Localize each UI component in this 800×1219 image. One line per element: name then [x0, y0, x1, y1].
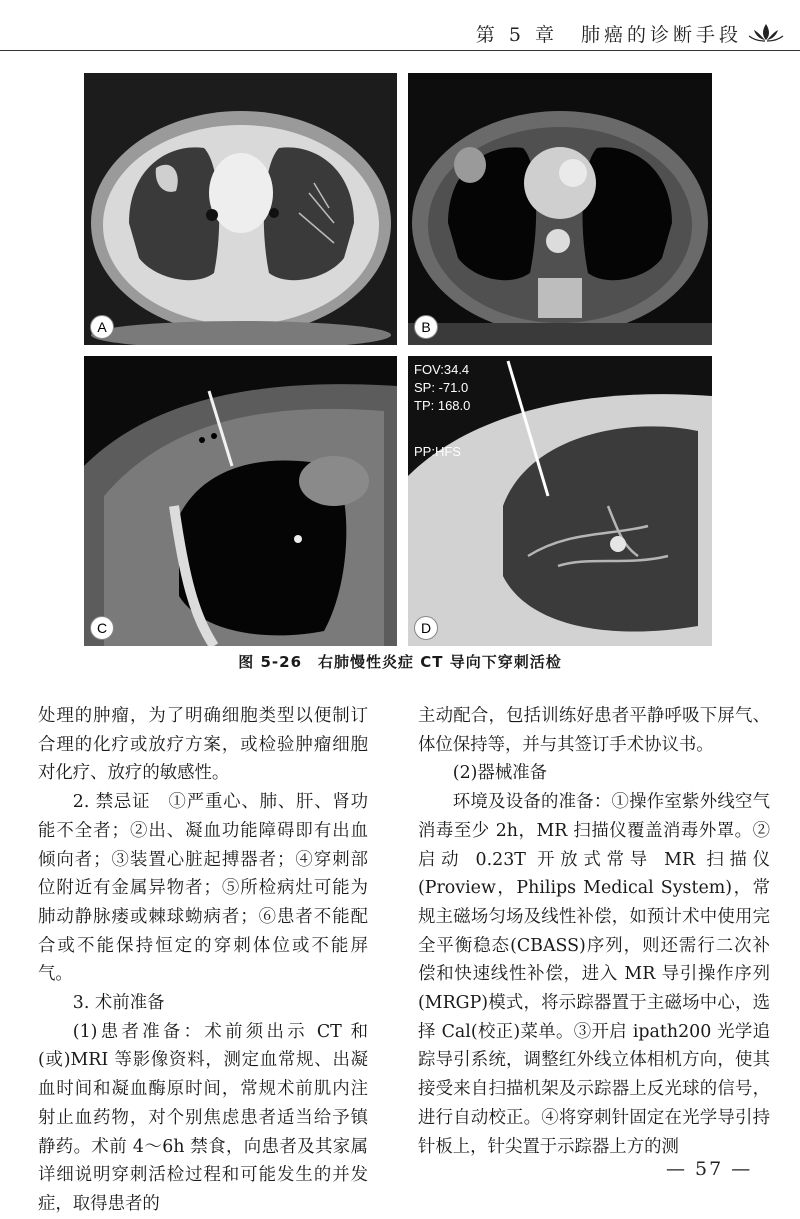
section-heading: (2)器械准备 [452, 763, 547, 784]
panel-label-a: A [90, 315, 114, 339]
page-number: — 57 — [666, 1158, 753, 1180]
ct-image-d [408, 356, 712, 646]
section-heading: 3. 术前准备 [72, 993, 165, 1014]
paragraph: 处理的肿瘤，为了明确细胞类型以便制订合理的化疗或放疗方案，或检验肿瘤细胞对化疗、放疗的敏感性。 [38, 706, 368, 784]
paragraph: (1)患者准备：术前须出示 CT 和(或)MRI 等影像资料，测定血常规、出凝血时间和凝血酶原时间，常规术前肌内注射止血药物，对个别焦虑患者适当给予镇静药。术前 4～6h 禁食，向患者及其家属详细说明穿刺活检过程和可能发生的并发症，取得患者的 [38, 1021, 368, 1214]
chapter-title: 肺癌的诊断手段 [580, 24, 742, 46]
overlay-pp: PP:HFS [414, 444, 461, 459]
left-column [38, 702, 368, 1219]
ct-image-a [84, 73, 397, 345]
paragraph: 主动配合，包括训练好患者平静呼吸下屏气、体位保持等，并与其签订手术协议书。 [418, 706, 770, 755]
ct-image-b [408, 73, 712, 345]
paragraph: 2. 禁忌证 ①严重心、肺、肝、肾功能不全者；②出、凝血功能障碍即有出血倾向者；③装置心脏起搏器者；④穿刺部位附近有金属异物者；⑤所检病灶可能为肺动静脉瘘或棘球蚴病者；⑥患者不能配合或不能保持恒定的穿刺体位或不能屏气。 [38, 792, 368, 985]
ct-image-c [84, 356, 397, 646]
chapter-number: 第 5 章 [475, 24, 558, 46]
paragraph: 环境及设备的准备：①操作室紫外线空气消毒至少 2h，MR 扫描仪覆盖消毒外罩。②启动 0.23T 开放式常导 MR 扫描仪(Proview，Philips Medical System)，常规主磁场匀场及线性补偿，如预计术中使用完全平衡稳态(CBASS)序列，则还需行二次补偿和快速线性补偿，进入 MR 导引操作序列(MRGP)模式，将示踪器置于主磁场中心，选择 Cal(校正)菜单。③开启 ipath200 光学追踪导引系统，调整红外线立体相机方向，使其接受来自扫描机架及示踪器上反光球的信号，进行自动校正。④将穿刺针固定在光学导引持针板上，针尖置于示踪器上方的测 [418, 792, 770, 1157]
panel-label-b: B [414, 315, 438, 339]
header-rule [0, 50, 800, 51]
figure-caption: 图 5-26 右肺慢性炎症 CT 导向下穿刺活检 [238, 653, 562, 671]
lotus-ornament-icon [748, 20, 784, 44]
running-head-text [476, 20, 742, 47]
running-head [0, 0, 800, 56]
overlay-tp: TP: 168.0 [414, 398, 471, 413]
panel-label-c: C [90, 616, 114, 640]
overlay-sp: SP: -71.0 [414, 380, 469, 395]
panel-label-d: D [414, 616, 438, 640]
overlay-fov: FOV:34.4 [414, 362, 470, 377]
right-column [418, 702, 770, 1161]
